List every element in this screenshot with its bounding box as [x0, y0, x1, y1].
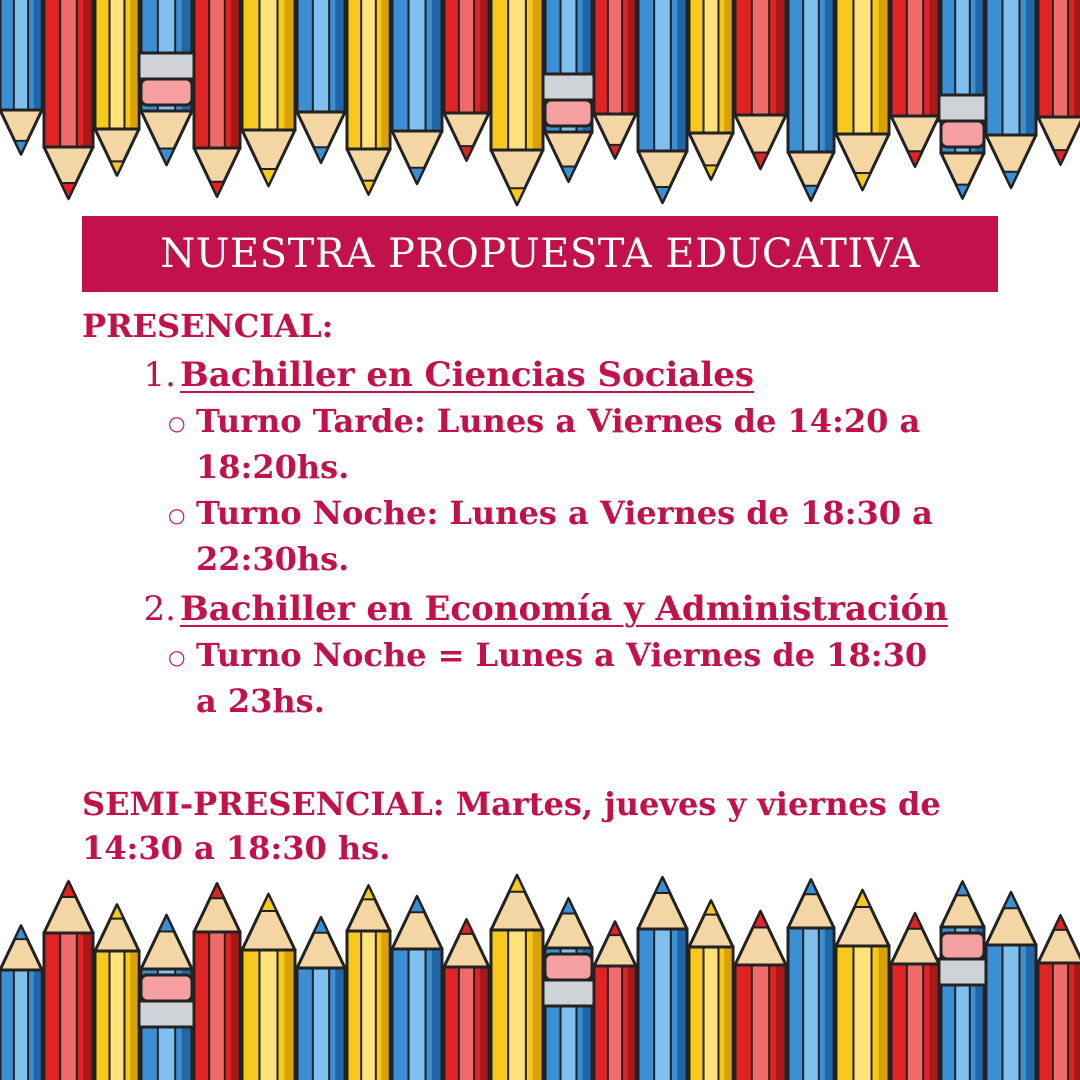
pencil-icon	[689, 0, 733, 179]
pencil-icon	[347, 0, 390, 194]
program-item	[112, 352, 982, 398]
pencil-icon	[735, 911, 786, 1080]
pencil-icon	[392, 0, 442, 184]
pencil-icon	[1038, 916, 1080, 1080]
pencil-icon	[1038, 0, 1080, 164]
semipresencial-text: SEMI-PRESENCIAL: Martes, jueves y viernes de 14:30 a 18:30 hs.	[82, 785, 941, 867]
pencil-icon	[638, 878, 687, 1080]
shift-text: Turno Noche: Lunes a Viernes de 18:30 a 22:30hs.	[196, 494, 933, 578]
eraser-pencil-icon	[543, 0, 594, 181]
pencil-icon	[689, 901, 733, 1080]
presencial-heading: PRESENCIAL:	[82, 307, 334, 345]
pencil-icon	[95, 905, 139, 1080]
pencil-icon	[242, 894, 295, 1080]
eraser-pencil-icon	[139, 915, 194, 1080]
pencil-border-top	[0, 0, 1080, 220]
eraser-pencil-icon	[543, 899, 594, 1080]
pencil-icon	[44, 0, 93, 198]
pencil-icon	[788, 0, 834, 200]
program-name: Bachiller en Economía y Administración	[180, 589, 949, 629]
eraser-pencil-icon	[939, 0, 986, 198]
pencil-icon	[444, 0, 489, 160]
pencil-icon	[986, 0, 1036, 188]
pencil-icon	[836, 0, 889, 190]
pencil-icon	[836, 890, 889, 1080]
program-number: 2.	[143, 589, 176, 629]
pencil-icon	[594, 0, 636, 158]
shift-item	[168, 398, 982, 490]
eraser-pencil-icon	[139, 0, 194, 165]
page-title: NUESTRA PROPUESTA EDUCATIVA	[160, 231, 920, 277]
pencil-icon	[297, 0, 345, 162]
shift-item	[168, 632, 982, 724]
pencil-icon	[638, 0, 687, 202]
pencil-icon	[0, 926, 42, 1080]
pencil-icon	[194, 884, 240, 1080]
pencil-icon	[95, 0, 139, 175]
eraser-pencil-icon	[939, 882, 986, 1080]
shift-text: Turno Noche = Lunes a Viernes de 18:30 a 23hs.	[196, 636, 928, 720]
pencil-icon	[491, 875, 543, 1080]
pencil-icon	[735, 0, 786, 169]
circle-bullet-icon: ○	[168, 411, 186, 435]
program-content	[82, 304, 982, 870]
pencil-icon	[594, 922, 636, 1080]
pencil-icon	[242, 0, 295, 186]
pencil-icon	[297, 918, 345, 1080]
pencil-icon	[986, 893, 1036, 1080]
pencil-icon	[194, 0, 240, 196]
pencil-icon	[891, 0, 939, 166]
program-number: 1.	[143, 355, 176, 395]
pencil-icon	[347, 886, 390, 1080]
shift-text: Turno Tarde: Lunes a Viernes de 14:20 a 18:20hs.	[196, 402, 921, 486]
pencil-icon	[444, 920, 489, 1080]
circle-bullet-icon: ○	[168, 645, 186, 669]
pencil-icon	[891, 914, 939, 1080]
pencil-icon	[788, 880, 834, 1080]
circle-bullet-icon: ○	[168, 503, 186, 527]
pencil-icon	[392, 897, 442, 1080]
pencil-icon	[491, 0, 543, 205]
shift-item	[168, 490, 982, 582]
pencil-icon	[0, 0, 42, 154]
pencil-border-bottom	[0, 860, 1080, 1080]
pencil-icon	[44, 882, 93, 1080]
program-item	[112, 586, 982, 632]
title-banner	[82, 216, 998, 292]
program-name: Bachiller en Ciencias Sociales	[180, 355, 755, 395]
